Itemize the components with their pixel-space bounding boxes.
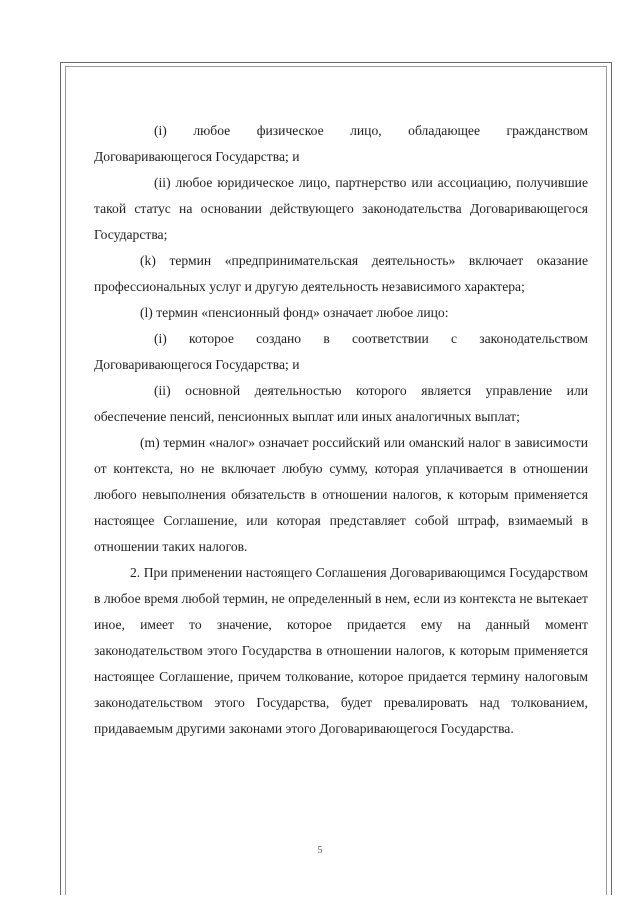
page-number: 5 <box>317 845 323 856</box>
paragraph-pension-fund-activity: (ii) основной деятельностью которого является управление или обеспечение пенсий, пенсионных выплат или иных аналогичных выплат; <box>94 383 588 424</box>
paragraph-pension-fund: (l) термин «пенсионный фонд» означает любое лицо: <box>140 305 449 320</box>
paragraph-individual: (i) любое физическое лицо, обладающее гражданством Договаривающегося Государства; и <box>94 123 588 164</box>
paragraph-undefined-terms: 2. При применении настоящего Соглашения Договаривающимся Государством в любое время любой термин, не определенный в нем, если из контекста не вытекает иное, имеет то значение, которое придается ему на данный момент законодательством этого Государства в отношении налогов, к которым применяется настоящее Соглашение, причем толкование, которое придается термину налоговым законодательством этого Государства, будет превалировать над толкованием, придаваемым другими законами этого Договаривающегося Государства. <box>94 565 588 736</box>
paragraph-pension-fund-created: (i) которое создано в соответствии с законодательством Договаривающегося Государства; и <box>94 331 588 372</box>
document-body <box>94 118 588 742</box>
paragraph-tax-definition: (m) термин «налог» означает российский или оманский налог в зависимости от контекста, но не включает любую сумму, которая уплачивается в отношении любого невыполнения обязательств в отношении налогов, к которым применяется настоящее Соглашение, или которая представляет собой штраф, взимаемый в отношении таких налогов. <box>94 435 588 554</box>
paragraph-legal-entity: (ii) любое юридическое лицо, партнерство или ассоциацию, получившие такой статус на основании действующего законодательства Договаривающегося Государства; <box>94 175 588 242</box>
paragraph-business-activity: (k) термин «предпринимательская деятельность» включает оказание профессиональных услуг и другую деятельность независимого характера; <box>94 253 588 294</box>
